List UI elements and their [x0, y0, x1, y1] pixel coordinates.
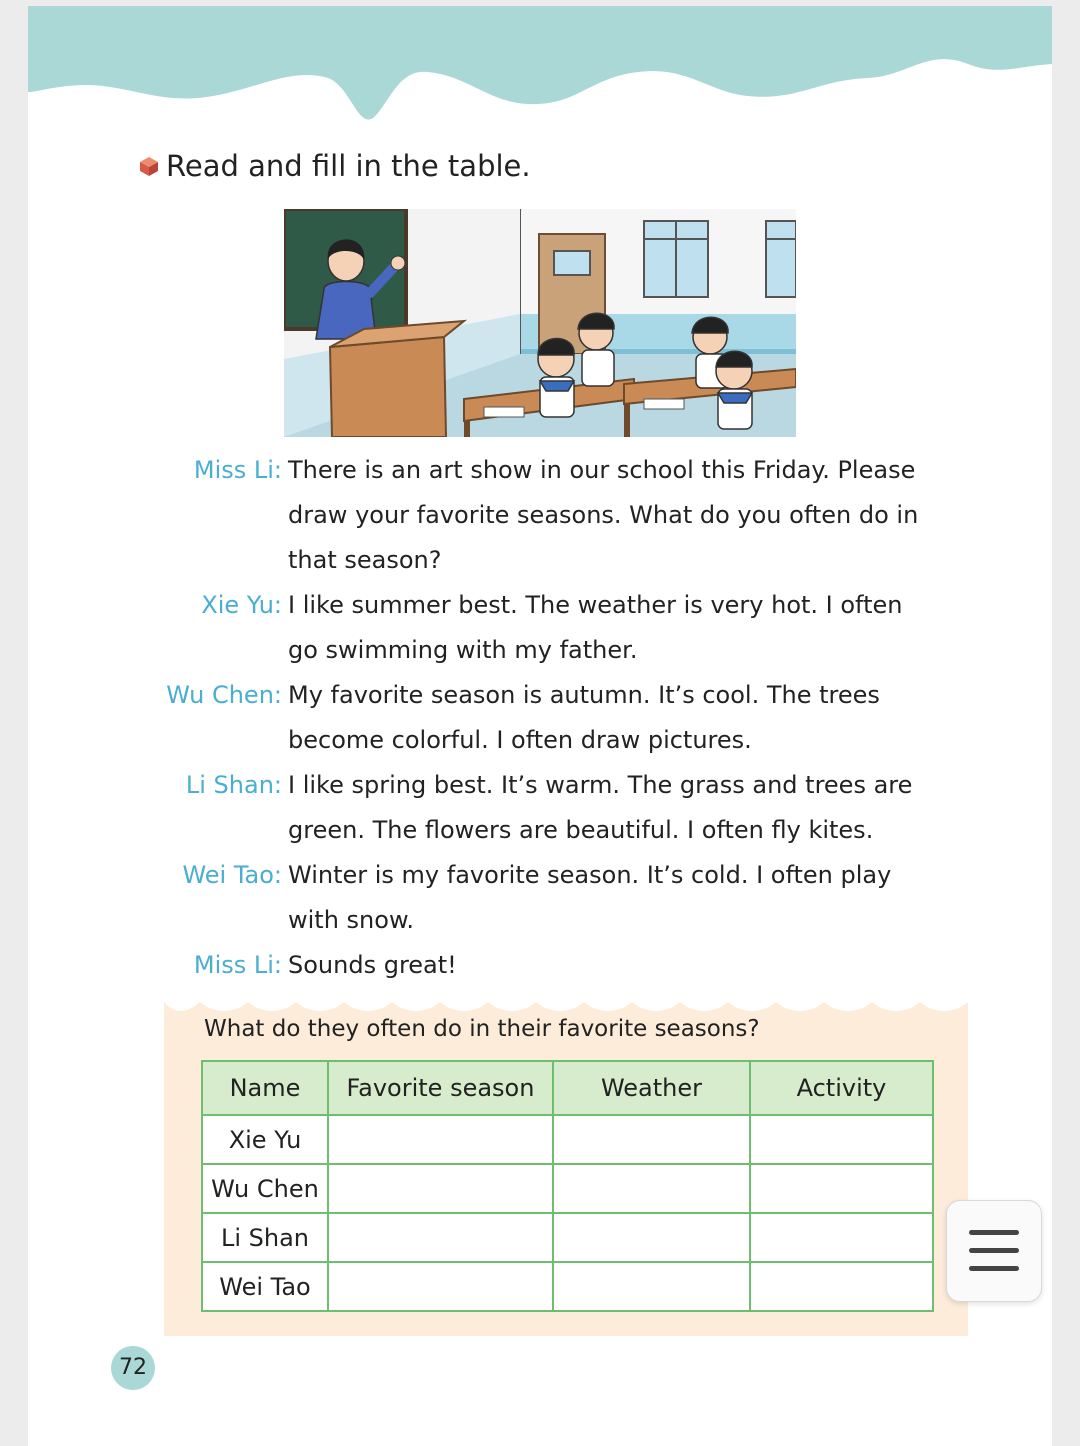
dialogue-text: draw your favorite seasons. What do you often do in: [288, 501, 919, 529]
speaker-name: Li Shan:: [185, 771, 282, 799]
dialogue-line: [28, 811, 1052, 856]
textbook-page: [28, 6, 1052, 1446]
season-table: [201, 1060, 934, 1312]
name-cell: Li Shan: [202, 1213, 328, 1262]
dialogue-line: [28, 676, 1052, 721]
exercise-heading: [138, 146, 531, 186]
dialogue-text: My favorite season is autumn. It’s cool. The trees: [288, 681, 880, 709]
heading-text: Read and fill in the table.: [166, 149, 531, 183]
dialogue-text: There is an art show in our school this Friday. Please: [288, 456, 916, 484]
dialogue-line: [28, 856, 1052, 901]
table-row: [202, 1115, 933, 1164]
name-cell: Wu Chen: [202, 1164, 328, 1213]
dialogue-line: [28, 946, 1052, 991]
dialogue-text: Sounds great!: [288, 951, 457, 979]
activity-cell[interactable]: [750, 1115, 933, 1164]
task-question: What do they often do in their favorite seasons?: [204, 1016, 760, 1042]
dialogue-text: that season?: [288, 546, 442, 574]
dialogue-line: [28, 631, 1052, 676]
dialogue-line: [28, 496, 1052, 541]
dialogue-line: [28, 901, 1052, 946]
page-number: 72: [111, 1346, 155, 1390]
menu-button[interactable]: [946, 1200, 1042, 1302]
cube-icon: [138, 155, 160, 177]
dialogue-text: become colorful. I often draw pictures.: [288, 726, 752, 754]
table-row: [202, 1164, 933, 1213]
speaker-name: Xie Yu:: [201, 591, 282, 619]
top-wave-banner: [28, 6, 1052, 131]
activity-cell[interactable]: [750, 1164, 933, 1213]
column-header: Name: [202, 1061, 328, 1115]
dialogue: [28, 451, 1052, 991]
dialogue-text: with snow.: [288, 906, 414, 934]
weather-cell[interactable]: [553, 1164, 750, 1213]
speaker-name: Miss Li:: [193, 456, 282, 484]
season-cell[interactable]: [328, 1213, 553, 1262]
season-cell[interactable]: [328, 1115, 553, 1164]
weather-cell[interactable]: [553, 1213, 750, 1262]
dialogue-text: I like spring best. It’s warm. The grass and trees are: [288, 771, 913, 799]
fill-table-panel: [164, 996, 968, 1336]
weather-cell[interactable]: [553, 1262, 750, 1311]
activity-cell[interactable]: [750, 1213, 933, 1262]
dialogue-line: [28, 451, 1052, 496]
name-cell: Xie Yu: [202, 1115, 328, 1164]
column-header: Activity: [750, 1061, 933, 1115]
dialogue-line: [28, 721, 1052, 766]
dialogue-text: Winter is my favorite season. It’s cold. I often play: [288, 861, 892, 889]
table-row: [202, 1262, 933, 1311]
name-cell: Wei Tao: [202, 1262, 328, 1311]
column-header: Favorite season: [328, 1061, 553, 1115]
weather-cell[interactable]: [553, 1115, 750, 1164]
table-row: [202, 1213, 933, 1262]
dialogue-line: [28, 586, 1052, 631]
dialogue-text: go swimming with my father.: [288, 636, 638, 664]
season-cell[interactable]: [328, 1262, 553, 1311]
speaker-name: Wei Tao:: [182, 861, 282, 889]
speaker-name: Miss Li:: [193, 951, 282, 979]
season-cell[interactable]: [328, 1164, 553, 1213]
classroom-illustration: [284, 209, 796, 437]
speaker-name: Wu Chen:: [166, 681, 282, 709]
dialogue-text: green. The flowers are beautiful. I often fly kites.: [288, 816, 874, 844]
scallop-border: [164, 996, 968, 1014]
activity-cell[interactable]: [750, 1262, 933, 1311]
column-header: Weather: [553, 1061, 750, 1115]
table-header-row: [202, 1061, 933, 1115]
dialogue-text: I like summer best. The weather is very hot. I often: [288, 591, 903, 619]
dialogue-line: [28, 766, 1052, 811]
dialogue-line: [28, 541, 1052, 586]
